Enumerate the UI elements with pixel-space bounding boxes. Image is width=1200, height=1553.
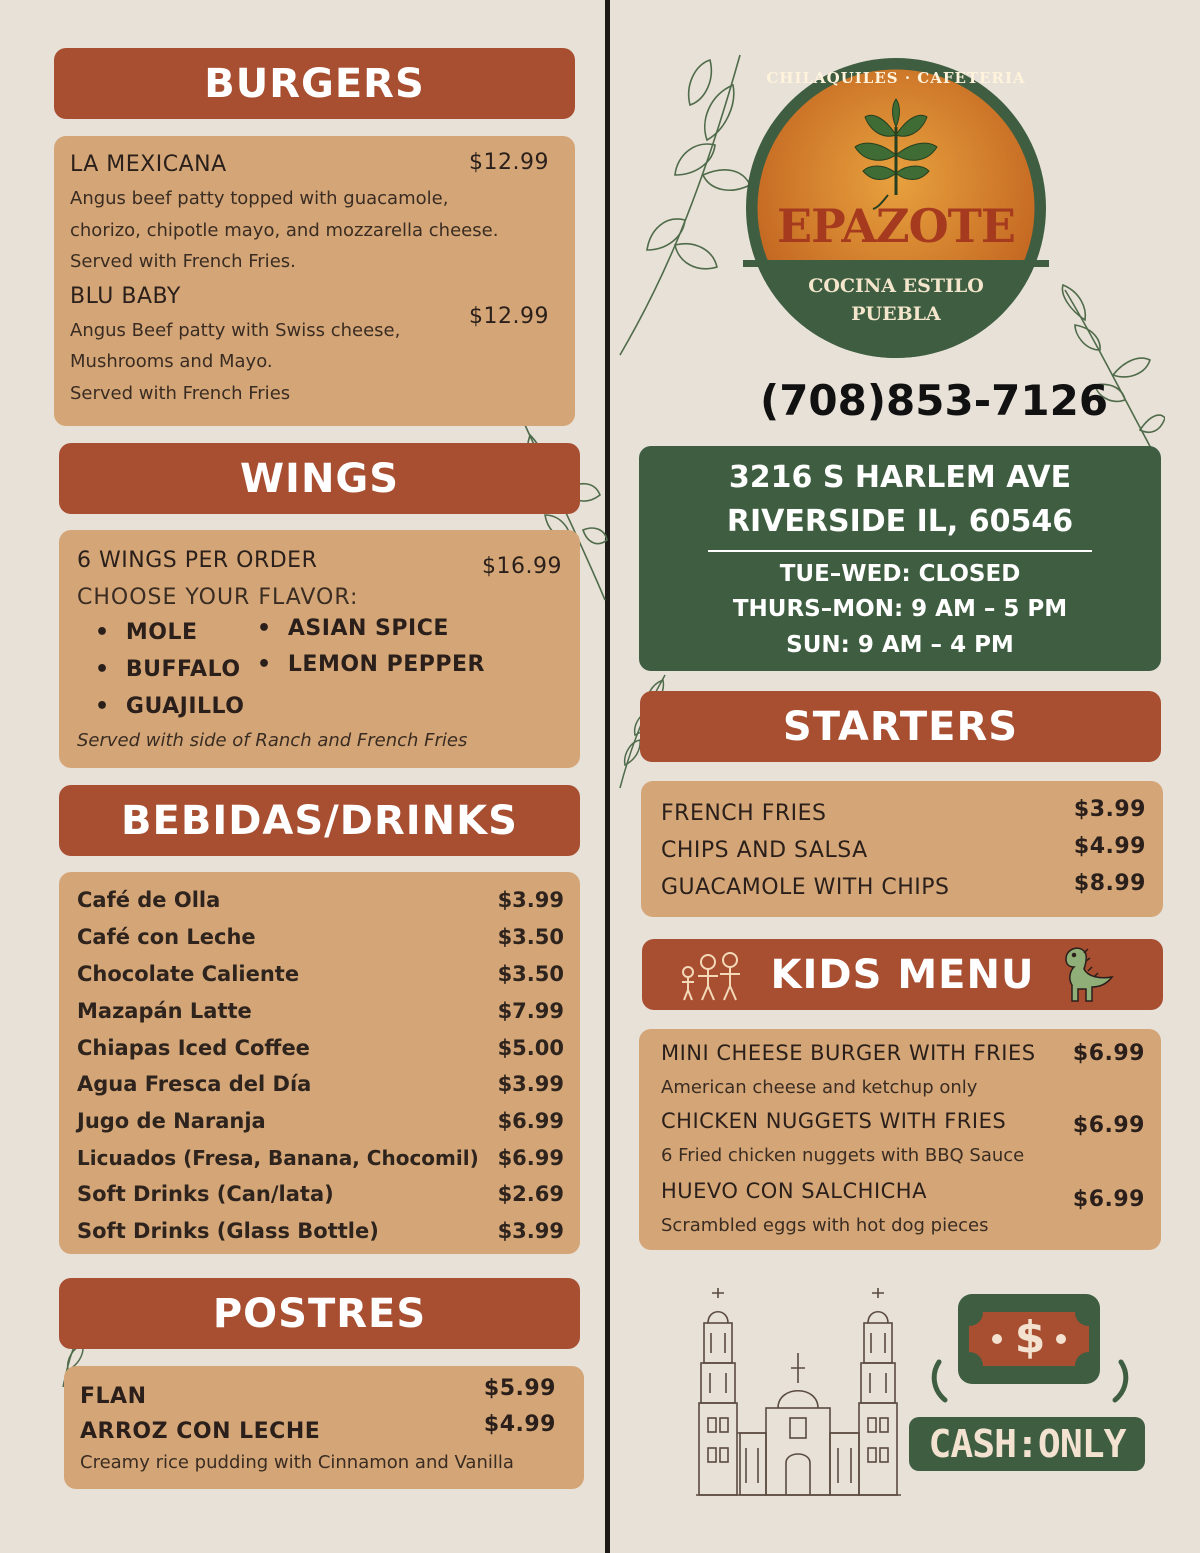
cash-only-text: CASH:ONLY — [928, 1422, 1126, 1466]
flavor-item: • LEMON PEPPER — [257, 652, 485, 677]
menu-item-desc: Angus Beef patty with Swiss cheese, — [70, 320, 401, 341]
drinks-header — [59, 785, 580, 856]
kids-title: KIDS MENU — [770, 951, 1035, 998]
burgers-box — [54, 136, 575, 426]
menu-item-price: $4.99 — [483, 1412, 556, 1437]
drinks-box — [59, 872, 580, 1254]
menu-item-price: $6.99 — [1072, 1041, 1145, 1066]
info-divider — [708, 550, 1092, 552]
logo — [743, 55, 1049, 361]
menu-item-price: $12.99 — [469, 304, 549, 329]
center-divider — [605, 0, 610, 1553]
menu-item-desc: Served with French Fries — [70, 383, 291, 404]
logo-name: EPAZOTE — [777, 199, 1015, 253]
cash-symbol: $ — [1014, 1312, 1046, 1363]
hours-line: TUE–WED: CLOSED — [779, 561, 1021, 587]
menu-item-price: $16.99 — [482, 554, 562, 579]
menu-item-name: MINI CHEESE BURGER WITH FRIES — [661, 1041, 1036, 1065]
menu-item-desc: American cheese and ketchup only — [661, 1077, 978, 1098]
flavor-label: CHOOSE YOUR FLAVOR: — [77, 585, 359, 610]
flavor-item: • GUAJILLO — [95, 694, 245, 719]
drinks-title: BEBIDAS/DRINKS — [121, 797, 518, 844]
flavor-item: • BUFFALO — [95, 657, 241, 682]
hours-line: SUN: 9 AM – 4 PM — [786, 632, 1014, 658]
menu-item-name: ARROZ CON LECHE — [80, 1419, 321, 1444]
menu-item-price: $8.99 — [1073, 871, 1146, 896]
info-box — [639, 446, 1161, 671]
menu-item-name: GUACAMOLE WITH CHIPS — [661, 875, 950, 900]
list-item: Café con Leche $3.50 — [77, 925, 564, 949]
menu-item-desc: 6 Fried chicken nuggets with BBQ Sauce — [661, 1145, 1025, 1166]
family-icon — [676, 950, 746, 1002]
flavor-item: • MOLE — [95, 620, 198, 645]
dinosaur-icon — [1058, 941, 1118, 1006]
menu-item-name: LA MEXICANA — [70, 152, 227, 177]
burgers-header — [54, 48, 575, 119]
menu-item-name: HUEVO CON SALCHICHA — [661, 1179, 927, 1203]
logo-sub1: COCINA ESTILO — [808, 275, 984, 297]
list-item: Soft Drinks (Glass Bottle) $3.99 — [77, 1219, 564, 1243]
postres-header — [59, 1278, 580, 1349]
menu-item-price: $6.99 — [1072, 1187, 1145, 1212]
menu-item-desc: Creamy rice pudding with Cinnamon and Vanilla — [80, 1452, 514, 1473]
menu-item-desc: Scrambled eggs with hot dog pieces — [661, 1215, 989, 1236]
kids-box — [639, 1029, 1161, 1250]
menu-item-desc: chorizo, chipotle mayo, and mozzarella cheese. — [70, 220, 499, 241]
menu-item-name: CHIPS AND SALSA — [661, 838, 868, 863]
starters-header — [640, 691, 1161, 762]
starters-box — [641, 781, 1163, 917]
wings-box — [59, 530, 580, 768]
logo-top-text: CHILAQUILES · CAFETERIA — [766, 69, 1026, 87]
hours-line: THURS–MON: 9 AM – 5 PM — [732, 596, 1068, 622]
list-item: Agua Fresca del Día $3.99 — [77, 1072, 564, 1096]
menu-item-desc: Angus beef patty topped with guacamole, — [70, 188, 449, 209]
leaf-branch-icon — [615, 45, 755, 360]
menu-item-price: $12.99 — [469, 150, 549, 175]
menu-item-price: $6.99 — [1072, 1113, 1145, 1138]
postres-title: POSTRES — [212, 1290, 427, 1337]
address-line: 3216 S HARLEM AVE — [728, 460, 1072, 495]
list-item: Licuados (Fresa, Banana, Chocomil) $6.99 — [77, 1146, 564, 1170]
postres-box — [64, 1366, 584, 1489]
menu-item-name: FLAN — [80, 1384, 147, 1409]
menu-item-desc: Served with French Fries. — [70, 251, 296, 272]
burgers-title: BURGERS — [204, 60, 425, 107]
list-item: Café de Olla $3.99 — [77, 888, 564, 912]
menu-item-name: 6 WINGS PER ORDER — [77, 548, 318, 573]
list-item: Mazapán Latte $7.99 — [77, 999, 564, 1023]
list-item: Jugo de Naranja $6.99 — [77, 1109, 564, 1133]
list-item: Chiapas Iced Coffee $5.00 — [77, 1036, 564, 1060]
phone-number[interactable]: (708)853-7126 — [760, 376, 1109, 425]
wings-title: WINGS — [239, 455, 400, 502]
wings-note: Served with side of Ranch and French Fries — [77, 730, 468, 751]
menu-item-price: $3.99 — [1073, 797, 1146, 822]
menu-item-price: $4.99 — [1073, 834, 1146, 859]
list-item: Chocolate Caliente $3.50 — [77, 962, 564, 986]
menu-item-name: FRENCH FRIES — [661, 801, 827, 826]
menu-item-desc: Mushrooms and Mayo. — [70, 351, 273, 372]
list-item: Soft Drinks (Can/lata) $2.69 — [77, 1182, 564, 1206]
menu-item-name: BLU BABY — [70, 284, 181, 309]
wings-header — [59, 443, 580, 514]
leaf-branch-icon — [1055, 280, 1165, 470]
menu-item-price: $5.99 — [483, 1376, 556, 1401]
menu-item-name: CHICKEN NUGGETS WITH FRIES — [661, 1109, 1007, 1133]
cash-only-badge — [909, 1417, 1145, 1471]
starters-title: STARTERS — [782, 703, 1019, 750]
address-line: RIVERSIDE IL, 60546 — [726, 504, 1074, 539]
cathedral-icon — [696, 1283, 901, 1498]
logo-sub2: PUEBLA — [851, 303, 941, 325]
flavor-item: • ASIAN SPICE — [257, 616, 449, 641]
